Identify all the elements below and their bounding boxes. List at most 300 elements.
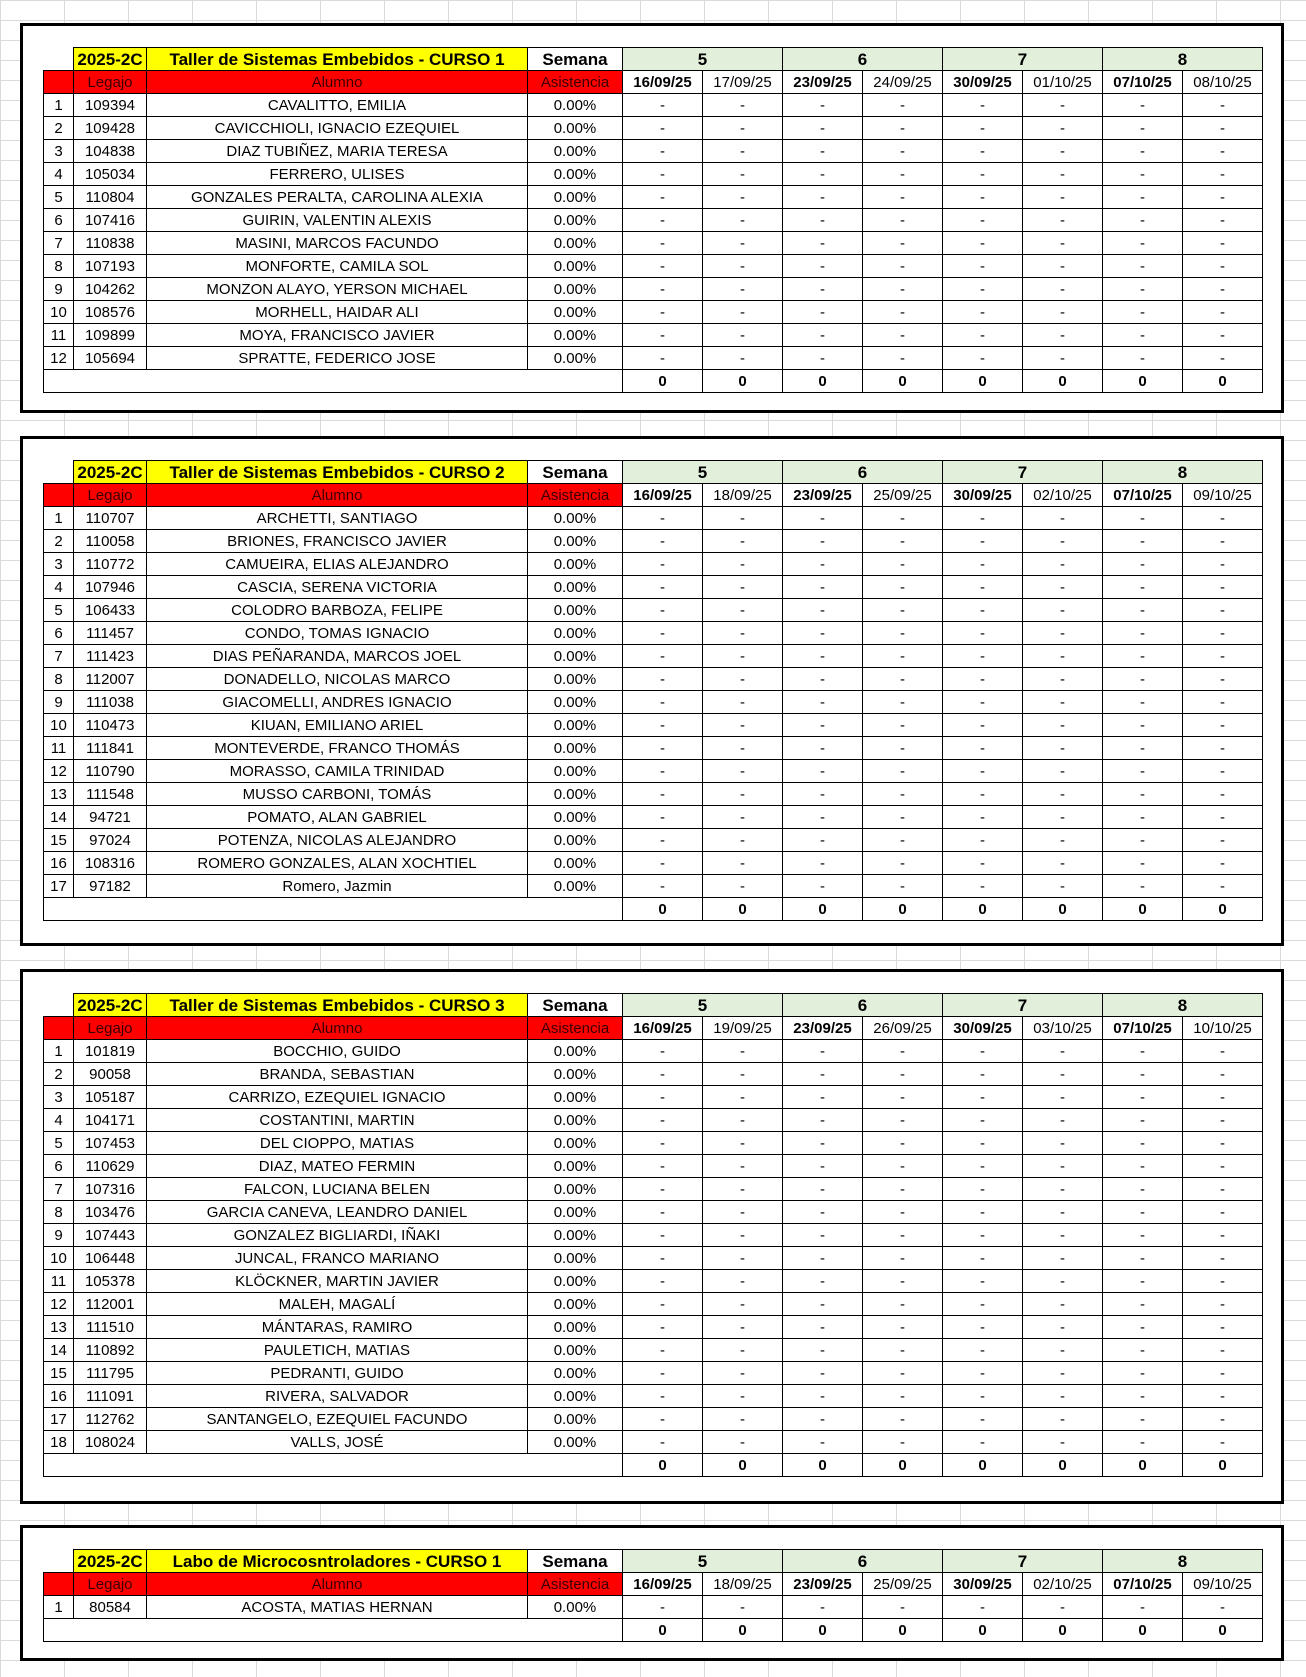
legajo-cell[interactable]: 105187	[74, 1086, 147, 1109]
attendance-mark-cell[interactable]: -	[943, 1224, 1023, 1247]
attendance-mark-cell[interactable]: -	[1183, 1109, 1263, 1132]
legajo-cell[interactable]: 107416	[74, 209, 147, 232]
legajo-cell[interactable]: 110892	[74, 1339, 147, 1362]
attendance-mark-cell[interactable]: -	[703, 1086, 783, 1109]
attendance-mark-cell[interactable]: -	[703, 1316, 783, 1339]
attendance-mark-cell[interactable]: -	[863, 576, 943, 599]
legajo-cell[interactable]: 97024	[74, 829, 147, 852]
attendance-mark-cell[interactable]: -	[623, 1224, 703, 1247]
attendance-pct-cell[interactable]: 0.00%	[528, 163, 623, 186]
attendance-mark-cell[interactable]: -	[783, 507, 863, 530]
week-number-cell[interactable]: 6	[783, 461, 943, 484]
row-index-cell[interactable]: 15	[44, 1362, 74, 1385]
attendance-pct-cell[interactable]: 0.00%	[528, 1224, 623, 1247]
attendance-mark-cell[interactable]: -	[623, 714, 703, 737]
attendance-mark-cell[interactable]: -	[623, 1178, 703, 1201]
attendance-mark-cell[interactable]: -	[703, 209, 783, 232]
student-name-cell[interactable]: ACOSTA, MATIAS HERNAN	[147, 1596, 528, 1619]
student-name-cell[interactable]: SPRATTE, FEDERICO JOSE	[147, 347, 528, 370]
attendance-mark-cell[interactable]: -	[1183, 1086, 1263, 1109]
attendance-mark-cell[interactable]: -	[703, 507, 783, 530]
attendance-mark-cell[interactable]: -	[943, 209, 1023, 232]
attendance-pct-cell[interactable]: 0.00%	[528, 806, 623, 829]
attendance-mark-cell[interactable]: -	[703, 760, 783, 783]
attendance-mark-cell[interactable]: -	[1183, 1431, 1263, 1454]
total-count-cell[interactable]: 0	[1023, 898, 1103, 921]
row-index-cell[interactable]: 17	[44, 1408, 74, 1431]
attendance-mark-cell[interactable]: -	[703, 1270, 783, 1293]
attendance-mark-cell[interactable]: -	[1183, 645, 1263, 668]
legajo-cell[interactable]: 107453	[74, 1132, 147, 1155]
attendance-pct-cell[interactable]: 0.00%	[528, 760, 623, 783]
student-name-cell[interactable]: MÁNTARAS, RAMIRO	[147, 1316, 528, 1339]
asistencia-header-cell[interactable]: Asistencia	[528, 1017, 623, 1040]
total-count-cell[interactable]: 0	[1023, 370, 1103, 393]
attendance-mark-cell[interactable]: -	[863, 599, 943, 622]
attendance-mark-cell[interactable]: -	[1103, 278, 1183, 301]
attendance-mark-cell[interactable]: -	[943, 1316, 1023, 1339]
attendance-mark-cell[interactable]: -	[1103, 232, 1183, 255]
alumno-header-cell[interactable]: Alumno	[147, 484, 528, 507]
alumno-header-cell[interactable]: Alumno	[147, 71, 528, 94]
attendance-mark-cell[interactable]: -	[1183, 1063, 1263, 1086]
alumno-header-cell[interactable]: Alumno	[147, 1017, 528, 1040]
date-header-cell[interactable]: 25/09/25	[863, 484, 943, 507]
total-count-cell[interactable]: 0	[863, 370, 943, 393]
attendance-mark-cell[interactable]: -	[1023, 1086, 1103, 1109]
attendance-mark-cell[interactable]: -	[1023, 1316, 1103, 1339]
attendance-mark-cell[interactable]: -	[783, 324, 863, 347]
attendance-mark-cell[interactable]: -	[1103, 576, 1183, 599]
attendance-mark-cell[interactable]: -	[1183, 875, 1263, 898]
attendance-mark-cell[interactable]: -	[943, 232, 1023, 255]
attendance-mark-cell[interactable]: -	[1103, 714, 1183, 737]
attendance-pct-cell[interactable]: 0.00%	[528, 1385, 623, 1408]
attendance-mark-cell[interactable]: -	[943, 1155, 1023, 1178]
attendance-mark-cell[interactable]: -	[943, 622, 1023, 645]
date-header-cell[interactable]: 30/09/25	[943, 1017, 1023, 1040]
total-count-cell[interactable]: 0	[703, 1619, 783, 1642]
attendance-mark-cell[interactable]: -	[783, 1178, 863, 1201]
attendance-mark-cell[interactable]: -	[783, 1362, 863, 1385]
legajo-cell[interactable]: 109394	[74, 94, 147, 117]
attendance-mark-cell[interactable]: -	[1183, 553, 1263, 576]
row-index-cell[interactable]: 7	[44, 1178, 74, 1201]
attendance-mark-cell[interactable]: -	[783, 1431, 863, 1454]
attendance-mark-cell[interactable]: -	[623, 806, 703, 829]
attendance-mark-cell[interactable]: -	[703, 117, 783, 140]
attendance-mark-cell[interactable]: -	[1023, 760, 1103, 783]
attendance-mark-cell[interactable]: -	[1103, 507, 1183, 530]
attendance-mark-cell[interactable]: -	[863, 1132, 943, 1155]
attendance-pct-cell[interactable]: 0.00%	[528, 1063, 623, 1086]
legajo-cell[interactable]: 108024	[74, 1431, 147, 1454]
attendance-mark-cell[interactable]: -	[863, 1339, 943, 1362]
attendance-mark-cell[interactable]: -	[863, 1063, 943, 1086]
legajo-cell[interactable]: 109899	[74, 324, 147, 347]
student-name-cell[interactable]: CONDO, TOMAS IGNACIO	[147, 622, 528, 645]
attendance-mark-cell[interactable]: -	[703, 622, 783, 645]
attendance-mark-cell[interactable]: -	[703, 278, 783, 301]
row-index-cell[interactable]: 11	[44, 324, 74, 347]
attendance-pct-cell[interactable]: 0.00%	[528, 530, 623, 553]
row-index-cell[interactable]: 2	[44, 117, 74, 140]
row-index-cell[interactable]: 4	[44, 576, 74, 599]
attendance-mark-cell[interactable]: -	[703, 94, 783, 117]
attendance-mark-cell[interactable]: -	[703, 783, 783, 806]
student-name-cell[interactable]: GONZALES PERALTA, CAROLINA ALEXIA	[147, 186, 528, 209]
attendance-mark-cell[interactable]: -	[943, 1362, 1023, 1385]
attendance-pct-cell[interactable]: 0.00%	[528, 645, 623, 668]
total-count-cell[interactable]: 0	[623, 1454, 703, 1477]
attendance-mark-cell[interactable]: -	[943, 1596, 1023, 1619]
attendance-pct-cell[interactable]: 0.00%	[528, 507, 623, 530]
attendance-mark-cell[interactable]: -	[703, 737, 783, 760]
attendance-mark-cell[interactable]: -	[863, 232, 943, 255]
attendance-mark-cell[interactable]: -	[1023, 1178, 1103, 1201]
attendance-mark-cell[interactable]: -	[943, 875, 1023, 898]
date-header-cell[interactable]: 08/10/25	[1183, 71, 1263, 94]
total-count-cell[interactable]: 0	[943, 370, 1023, 393]
row-index-cell[interactable]: 14	[44, 806, 74, 829]
student-name-cell[interactable]: COSTANTINI, MARTIN	[147, 1109, 528, 1132]
attendance-mark-cell[interactable]: -	[783, 1132, 863, 1155]
student-name-cell[interactable]: PAULETICH, MATIAS	[147, 1339, 528, 1362]
attendance-mark-cell[interactable]: -	[943, 1431, 1023, 1454]
attendance-mark-cell[interactable]: -	[783, 783, 863, 806]
attendance-mark-cell[interactable]: -	[783, 1385, 863, 1408]
week-number-cell[interactable]: 8	[1103, 1550, 1263, 1573]
attendance-mark-cell[interactable]: -	[703, 530, 783, 553]
attendance-mark-cell[interactable]: -	[863, 278, 943, 301]
attendance-mark-cell[interactable]: -	[863, 530, 943, 553]
student-name-cell[interactable]: BRANDA, SEBASTIAN	[147, 1063, 528, 1086]
attendance-mark-cell[interactable]: -	[703, 1408, 783, 1431]
total-count-cell[interactable]: 0	[703, 1454, 783, 1477]
attendance-mark-cell[interactable]: -	[1023, 1339, 1103, 1362]
attendance-mark-cell[interactable]: -	[1023, 1155, 1103, 1178]
attendance-mark-cell[interactable]: -	[863, 1316, 943, 1339]
date-header-cell[interactable]: 23/09/25	[783, 1573, 863, 1596]
attendance-mark-cell[interactable]: -	[783, 255, 863, 278]
total-count-cell[interactable]: 0	[783, 370, 863, 393]
attendance-mark-cell[interactable]: -	[1103, 1178, 1183, 1201]
attendance-mark-cell[interactable]: -	[1183, 1247, 1263, 1270]
attendance-mark-cell[interactable]: -	[943, 714, 1023, 737]
index-header-cell[interactable]	[44, 484, 74, 507]
attendance-mark-cell[interactable]: -	[1103, 209, 1183, 232]
term-cell[interactable]: 2025-2C	[74, 994, 147, 1017]
attendance-mark-cell[interactable]: -	[863, 1155, 943, 1178]
total-count-cell[interactable]: 0	[1183, 1454, 1263, 1477]
attendance-mark-cell[interactable]: -	[703, 553, 783, 576]
attendance-mark-cell[interactable]: -	[1023, 232, 1103, 255]
attendance-mark-cell[interactable]: -	[863, 806, 943, 829]
attendance-mark-cell[interactable]: -	[863, 829, 943, 852]
row-index-cell[interactable]: 17	[44, 875, 74, 898]
date-header-cell[interactable]: 30/09/25	[943, 484, 1023, 507]
total-count-cell[interactable]: 0	[943, 898, 1023, 921]
attendance-mark-cell[interactable]: -	[1023, 278, 1103, 301]
attendance-mark-cell[interactable]: -	[1183, 576, 1263, 599]
total-count-cell[interactable]: 0	[1023, 1619, 1103, 1642]
attendance-mark-cell[interactable]: -	[703, 186, 783, 209]
attendance-mark-cell[interactable]: -	[703, 1293, 783, 1316]
student-name-cell[interactable]: BRIONES, FRANCISCO JAVIER	[147, 530, 528, 553]
attendance-mark-cell[interactable]: -	[783, 576, 863, 599]
attendance-mark-cell[interactable]: -	[703, 1596, 783, 1619]
attendance-mark-cell[interactable]: -	[863, 324, 943, 347]
attendance-mark-cell[interactable]: -	[943, 507, 1023, 530]
date-header-cell[interactable]: 23/09/25	[783, 484, 863, 507]
term-cell[interactable]: 2025-2C	[74, 48, 147, 71]
attendance-mark-cell[interactable]: -	[703, 1224, 783, 1247]
legajo-cell[interactable]: 94721	[74, 806, 147, 829]
attendance-mark-cell[interactable]: -	[623, 507, 703, 530]
attendance-mark-cell[interactable]: -	[1023, 875, 1103, 898]
attendance-mark-cell[interactable]: -	[863, 1431, 943, 1454]
attendance-mark-cell[interactable]: -	[943, 140, 1023, 163]
attendance-mark-cell[interactable]: -	[1183, 1155, 1263, 1178]
total-count-cell[interactable]: 0	[1023, 1454, 1103, 1477]
date-header-cell[interactable]: 19/09/25	[703, 1017, 783, 1040]
week-number-cell[interactable]: 6	[783, 994, 943, 1017]
index-header-cell[interactable]	[44, 1017, 74, 1040]
attendance-mark-cell[interactable]: -	[1183, 1224, 1263, 1247]
attendance-mark-cell[interactable]: -	[1183, 232, 1263, 255]
index-header-cell[interactable]	[44, 1573, 74, 1596]
row-index-cell[interactable]: 14	[44, 1339, 74, 1362]
attendance-mark-cell[interactable]: -	[863, 760, 943, 783]
legajo-cell[interactable]: 110058	[74, 530, 147, 553]
attendance-mark-cell[interactable]: -	[1103, 783, 1183, 806]
legajo-header-cell[interactable]: Legajo	[74, 484, 147, 507]
attendance-pct-cell[interactable]: 0.00%	[528, 1362, 623, 1385]
attendance-mark-cell[interactable]: -	[1103, 117, 1183, 140]
attendance-mark-cell[interactable]: -	[863, 1201, 943, 1224]
attendance-mark-cell[interactable]: -	[863, 1086, 943, 1109]
attendance-pct-cell[interactable]: 0.00%	[528, 737, 623, 760]
attendance-mark-cell[interactable]: -	[783, 209, 863, 232]
attendance-mark-cell[interactable]: -	[1183, 1201, 1263, 1224]
attendance-mark-cell[interactable]: -	[783, 1040, 863, 1063]
attendance-mark-cell[interactable]: -	[1023, 530, 1103, 553]
attendance-mark-cell[interactable]: -	[863, 553, 943, 576]
legajo-cell[interactable]: 104838	[74, 140, 147, 163]
attendance-mark-cell[interactable]: -	[1183, 599, 1263, 622]
attendance-mark-cell[interactable]: -	[1183, 622, 1263, 645]
attendance-mark-cell[interactable]: -	[1183, 186, 1263, 209]
attendance-mark-cell[interactable]: -	[703, 324, 783, 347]
attendance-mark-cell[interactable]: -	[863, 117, 943, 140]
row-index-cell[interactable]: 13	[44, 1316, 74, 1339]
student-name-cell[interactable]: GUIRIN, VALENTIN ALEXIS	[147, 209, 528, 232]
attendance-mark-cell[interactable]: -	[943, 1063, 1023, 1086]
row-index-cell[interactable]: 3	[44, 140, 74, 163]
week-number-cell[interactable]: 7	[943, 1550, 1103, 1573]
attendance-mark-cell[interactable]: -	[1023, 140, 1103, 163]
attendance-mark-cell[interactable]: -	[1103, 1293, 1183, 1316]
attendance-mark-cell[interactable]: -	[943, 691, 1023, 714]
attendance-mark-cell[interactable]: -	[703, 691, 783, 714]
attendance-mark-cell[interactable]: -	[943, 530, 1023, 553]
student-name-cell[interactable]: CAVICCHIOLI, IGNACIO EZEQUIEL	[147, 117, 528, 140]
attendance-mark-cell[interactable]: -	[1023, 507, 1103, 530]
attendance-mark-cell[interactable]: -	[623, 1362, 703, 1385]
attendance-mark-cell[interactable]: -	[1103, 645, 1183, 668]
attendance-mark-cell[interactable]: -	[1103, 668, 1183, 691]
attendance-mark-cell[interactable]: -	[943, 301, 1023, 324]
attendance-mark-cell[interactable]: -	[783, 140, 863, 163]
student-name-cell[interactable]: CAMUEIRA, ELIAS ALEJANDRO	[147, 553, 528, 576]
attendance-mark-cell[interactable]: -	[703, 1132, 783, 1155]
attendance-mark-cell[interactable]: -	[1183, 737, 1263, 760]
week-number-cell[interactable]: 6	[783, 1550, 943, 1573]
attendance-mark-cell[interactable]: -	[1103, 1408, 1183, 1431]
attendance-mark-cell[interactable]: -	[1183, 1362, 1263, 1385]
legajo-cell[interactable]: 109428	[74, 117, 147, 140]
attendance-mark-cell[interactable]: -	[1023, 1201, 1103, 1224]
week-number-cell[interactable]: 7	[943, 994, 1103, 1017]
student-name-cell[interactable]: MORASSO, CAMILA TRINIDAD	[147, 760, 528, 783]
row-index-cell[interactable]: 9	[44, 1224, 74, 1247]
attendance-mark-cell[interactable]: -	[623, 1596, 703, 1619]
row-index-cell[interactable]: 5	[44, 1132, 74, 1155]
attendance-mark-cell[interactable]: -	[1183, 852, 1263, 875]
attendance-mark-cell[interactable]: -	[623, 186, 703, 209]
attendance-mark-cell[interactable]: -	[783, 622, 863, 645]
attendance-pct-cell[interactable]: 0.00%	[528, 117, 623, 140]
attendance-mark-cell[interactable]: -	[623, 1201, 703, 1224]
attendance-mark-cell[interactable]: -	[1103, 186, 1183, 209]
attendance-mark-cell[interactable]: -	[1183, 301, 1263, 324]
attendance-mark-cell[interactable]: -	[783, 1270, 863, 1293]
attendance-mark-cell[interactable]: -	[783, 301, 863, 324]
attendance-mark-cell[interactable]: -	[703, 668, 783, 691]
date-header-cell[interactable]: 02/10/25	[1023, 1573, 1103, 1596]
attendance-mark-cell[interactable]: -	[863, 783, 943, 806]
attendance-mark-cell[interactable]: -	[623, 1109, 703, 1132]
attendance-mark-cell[interactable]: -	[623, 622, 703, 645]
attendance-mark-cell[interactable]: -	[943, 1201, 1023, 1224]
week-number-cell[interactable]: 6	[783, 48, 943, 71]
attendance-mark-cell[interactable]: -	[863, 163, 943, 186]
attendance-mark-cell[interactable]: -	[1103, 301, 1183, 324]
row-index-cell[interactable]: 4	[44, 163, 74, 186]
attendance-mark-cell[interactable]: -	[623, 760, 703, 783]
attendance-mark-cell[interactable]: -	[703, 140, 783, 163]
legajo-cell[interactable]: 111038	[74, 691, 147, 714]
attendance-mark-cell[interactable]: -	[1103, 1247, 1183, 1270]
student-name-cell[interactable]: SANTANGELO, EZEQUIEL FACUNDO	[147, 1408, 528, 1431]
attendance-mark-cell[interactable]: -	[863, 622, 943, 645]
student-name-cell[interactable]: MALEH, MAGALÍ	[147, 1293, 528, 1316]
attendance-mark-cell[interactable]: -	[863, 1293, 943, 1316]
attendance-mark-cell[interactable]: -	[783, 186, 863, 209]
total-count-cell[interactable]: 0	[623, 898, 703, 921]
attendance-mark-cell[interactable]: -	[863, 691, 943, 714]
legajo-cell[interactable]: 110707	[74, 507, 147, 530]
total-count-cell[interactable]: 0	[1103, 1619, 1183, 1642]
student-name-cell[interactable]: CAVALITTO, EMILIA	[147, 94, 528, 117]
attendance-mark-cell[interactable]: -	[1183, 829, 1263, 852]
row-index-cell[interactable]: 10	[44, 714, 74, 737]
total-count-cell[interactable]: 0	[783, 898, 863, 921]
attendance-mark-cell[interactable]: -	[783, 1408, 863, 1431]
attendance-mark-cell[interactable]: -	[1183, 1178, 1263, 1201]
attendance-mark-cell[interactable]: -	[783, 645, 863, 668]
attendance-mark-cell[interactable]: -	[943, 1109, 1023, 1132]
attendance-mark-cell[interactable]: -	[1103, 622, 1183, 645]
attendance-mark-cell[interactable]: -	[1183, 507, 1263, 530]
attendance-mark-cell[interactable]: -	[1103, 1339, 1183, 1362]
student-name-cell[interactable]: DIAS PEÑARANDA, MARCOS JOEL	[147, 645, 528, 668]
attendance-mark-cell[interactable]: -	[623, 1431, 703, 1454]
attendance-pct-cell[interactable]: 0.00%	[528, 599, 623, 622]
date-header-cell[interactable]: 25/09/25	[863, 1573, 943, 1596]
attendance-mark-cell[interactable]: -	[943, 553, 1023, 576]
attendance-pct-cell[interactable]: 0.00%	[528, 1270, 623, 1293]
student-name-cell[interactable]: BOCCHIO, GUIDO	[147, 1040, 528, 1063]
attendance-pct-cell[interactable]: 0.00%	[528, 668, 623, 691]
attendance-mark-cell[interactable]: -	[943, 852, 1023, 875]
date-header-cell[interactable]: 30/09/25	[943, 71, 1023, 94]
row-index-cell[interactable]: 1	[44, 1040, 74, 1063]
attendance-mark-cell[interactable]: -	[623, 255, 703, 278]
attendance-mark-cell[interactable]: -	[1023, 599, 1103, 622]
date-header-cell[interactable]: 01/10/25	[1023, 71, 1103, 94]
course-title-cell[interactable]: Taller de Sistemas Embebidos - CURSO 3	[147, 994, 528, 1017]
attendance-mark-cell[interactable]: -	[1103, 691, 1183, 714]
attendance-mark-cell[interactable]: -	[1023, 1040, 1103, 1063]
attendance-mark-cell[interactable]: -	[783, 714, 863, 737]
student-name-cell[interactable]: Romero, Jazmin	[147, 875, 528, 898]
attendance-mark-cell[interactable]: -	[623, 140, 703, 163]
attendance-mark-cell[interactable]: -	[703, 1201, 783, 1224]
attendance-mark-cell[interactable]: -	[783, 1293, 863, 1316]
attendance-mark-cell[interactable]: -	[1183, 94, 1263, 117]
attendance-mark-cell[interactable]: -	[943, 1178, 1023, 1201]
attendance-mark-cell[interactable]: -	[623, 1385, 703, 1408]
attendance-mark-cell[interactable]: -	[703, 255, 783, 278]
week-number-cell[interactable]: 8	[1103, 461, 1263, 484]
attendance-mark-cell[interactable]: -	[623, 1339, 703, 1362]
attendance-mark-cell[interactable]: -	[1023, 576, 1103, 599]
attendance-pct-cell[interactable]: 0.00%	[528, 1040, 623, 1063]
attendance-mark-cell[interactable]: -	[1023, 1596, 1103, 1619]
attendance-mark-cell[interactable]: -	[863, 645, 943, 668]
attendance-pct-cell[interactable]: 0.00%	[528, 875, 623, 898]
student-name-cell[interactable]: COLODRO BARBOZA, FELIPE	[147, 599, 528, 622]
attendance-mark-cell[interactable]: -	[1183, 163, 1263, 186]
attendance-mark-cell[interactable]: -	[943, 576, 1023, 599]
attendance-mark-cell[interactable]: -	[1183, 530, 1263, 553]
legajo-cell[interactable]: 112762	[74, 1408, 147, 1431]
attendance-mark-cell[interactable]: -	[863, 1596, 943, 1619]
attendance-mark-cell[interactable]: -	[1023, 668, 1103, 691]
legajo-header-cell[interactable]: Legajo	[74, 71, 147, 94]
total-count-cell[interactable]: 0	[703, 898, 783, 921]
attendance-mark-cell[interactable]: -	[1103, 1431, 1183, 1454]
date-header-cell[interactable]: 26/09/25	[863, 1017, 943, 1040]
attendance-mark-cell[interactable]: -	[783, 1063, 863, 1086]
date-header-cell[interactable]: 17/09/25	[703, 71, 783, 94]
date-header-cell[interactable]: 10/10/25	[1183, 1017, 1263, 1040]
attendance-mark-cell[interactable]: -	[1023, 737, 1103, 760]
attendance-pct-cell[interactable]: 0.00%	[528, 1247, 623, 1270]
date-header-cell[interactable]: 18/09/25	[703, 484, 783, 507]
course-title-cell[interactable]: Taller de Sistemas Embebidos - CURSO 1	[147, 48, 528, 71]
